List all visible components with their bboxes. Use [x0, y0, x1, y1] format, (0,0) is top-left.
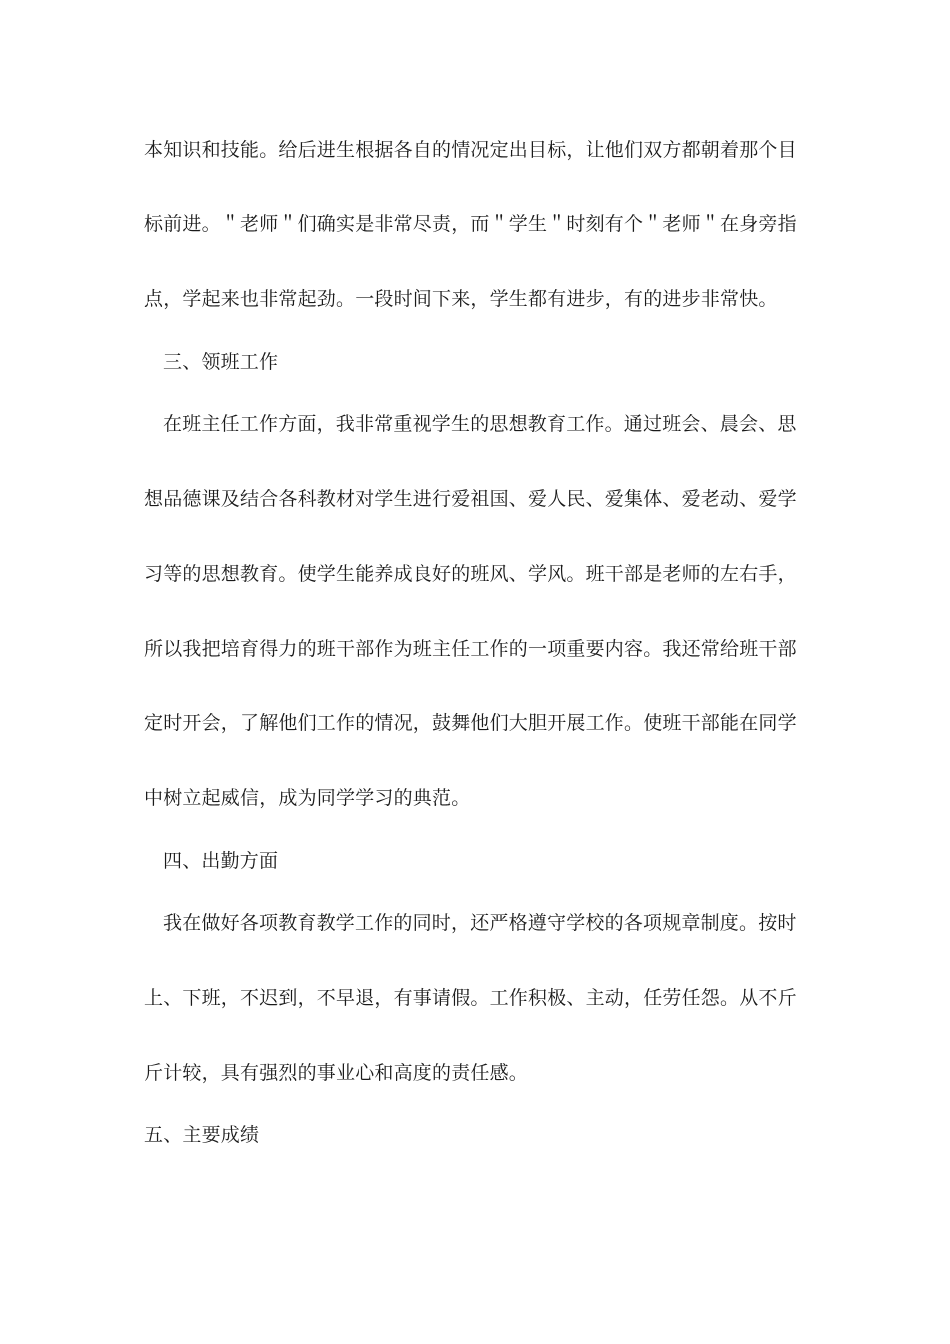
paragraph-line: 上、下班，不迟到，不早退，有事请假。工作积极、主动，任劳任怨。从不斤	[144, 987, 797, 1009]
section-heading-4: 四、出勤方面	[163, 850, 279, 872]
section-heading-3: 三、领班工作	[163, 351, 279, 373]
paragraph-line: 定时开会，了解他们工作的情况，鼓舞他们大胆开展工作。使班干部能在同学	[144, 712, 797, 734]
paragraph-line: 斤计较，具有强烈的事业心和高度的责任感。	[144, 1062, 529, 1084]
section-heading-5: 五、主要成绩	[144, 1124, 260, 1146]
paragraph-line: 中树立起威信，成为同学学习的典范。	[144, 787, 471, 809]
paragraph-line: 在班主任工作方面，我非常重视学生的思想教育工作。通过班会、晨会、思	[163, 413, 797, 435]
paragraph-line: 习等的思想教育。使学生能养成良好的班风、学风。班干部是老师的左右手，	[144, 563, 797, 585]
paragraph-line: 标前进。＂老师＂们确实是非常尽责，而＂学生＂时刻有个＂老师＂在身旁指	[144, 213, 797, 235]
paragraph-line: 本知识和技能。给后进生根据各自的情况定出目标，让他们双方都朝着那个目	[144, 139, 797, 161]
paragraph-line: 所以我把培育得力的班干部作为班主任工作的一项重要内容。我还常给班干部	[144, 638, 797, 660]
paragraph-line: 我在做好各项教育教学工作的同时，还严格遵守学校的各项规章制度。按时	[163, 912, 797, 934]
paragraph-line: 想品德课及结合各科教材对学生进行爱祖国、爱人民、爱集体、爱老动、爱学	[144, 488, 797, 510]
paragraph-line: 点，学起来也非常起劲。一段时间下来，学生都有进步，有的进步非常快。	[144, 288, 778, 310]
